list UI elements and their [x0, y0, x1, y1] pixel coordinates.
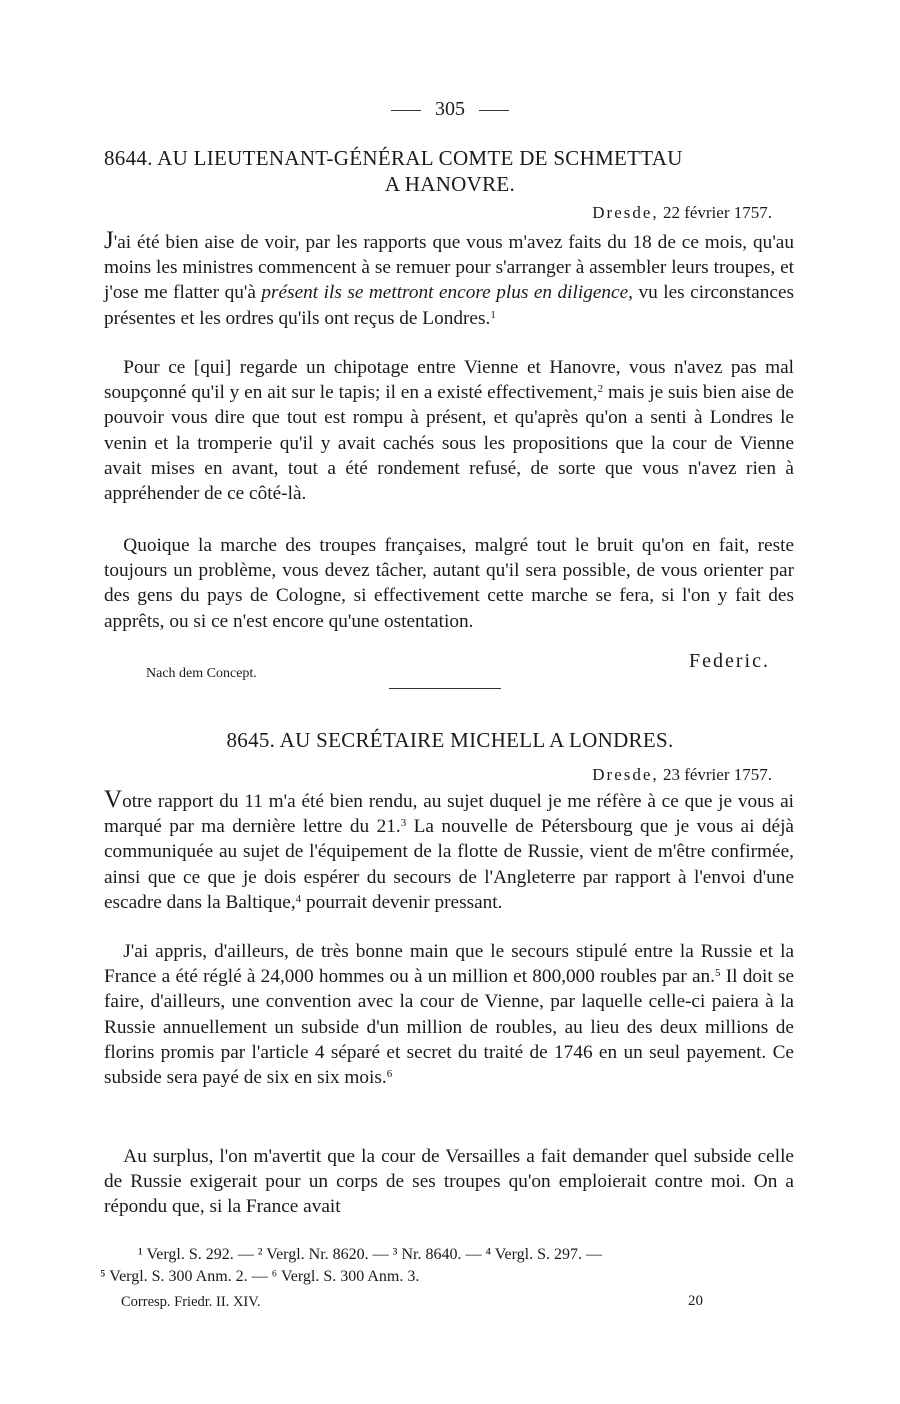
text-run: Au surplus, l'on m'avertit que la cour de Versailles a fait demander quel subside celle de Russie exigerait pour un corps de ses troupes qu'on emploierait contre moi. On a répondu que, si la France avait	[104, 1146, 794, 1218]
text-run: vu les circonstances présentes et les ordres qu'ils ont reçus de Londres.	[104, 282, 795, 329]
letter-8645-paragraph-1	[104, 787, 794, 915]
letter-8645-paragraph-3	[104, 1144, 794, 1220]
text-run: otre rapport du 11 m'a été bien rendu, au sujet duquel je me réfère à ce que je vous ai marqué par ma dernière lettre du 21.	[104, 791, 794, 838]
letter-8645-date: 23 février 1757.	[662, 765, 772, 784]
dropcap: V	[104, 786, 123, 813]
letter-8645-place: Dresde,	[592, 765, 659, 784]
footnote-ref: 5	[715, 967, 721, 980]
letter-8644-date: 22 février 1757.	[662, 203, 772, 222]
text-run: La nouvelle de Pétersbourg que je vous ai déjà communiquée au sujet de l'équipement de la flotte de Russie, vient de m'être confirmée, ainsi que ce que je dois espérer du secours de l'Angleterre par rapport à l'envoi d'une escadre dans la Baltique,	[104, 816, 794, 913]
letter-8645-paragraph-2	[104, 939, 794, 1090]
footnotes-line-2: ⁵ Vergl. S. 300 Anm. 2. — ⁶ Vergl. S. 300 Anm. 3.	[100, 1268, 420, 1285]
letter-8644-paragraph-2	[104, 355, 794, 506]
section-separator	[389, 688, 501, 689]
page-number-dash-right	[479, 110, 509, 111]
text-run: 'ai été bien aise de voir, par les rapports que vous m'avez faits du 18 de ce mois, qu'au moins les ministres commencent à se remuer pour s'arranger à assembler leurs troupes, et j'ose me flatter qu'à	[104, 232, 794, 304]
footnote-ref: 4	[295, 892, 302, 905]
footnote-ref: 3	[400, 817, 407, 830]
text-run: J'ai appris, d'ailleurs, de très bonne main que le secours stipulé entre la Russie et la France a été réglé à 24,000 hommes ou à un million et 800,000 roubles par an.	[104, 941, 794, 988]
text-run: Quoique la marche des troupes françaises, malgré tout le bruit qu'on en fait, reste toujours un problème, vous devez tâcher, autant qu'il sera possible, de vous orienter par des gens du pays de Cologne, si effectivement cette marche se fera, si l'on y fait des apprêts, ou si ce n'est encore qu'une ostentation.	[104, 535, 794, 632]
footnote-ref: 2	[597, 383, 604, 396]
letter-8644-place: Dresde,	[592, 203, 659, 222]
letter-8644-source-note: Nach dem Concept.	[146, 666, 257, 681]
letter-8644-paragraph-3	[104, 533, 794, 634]
letter-8644-paragraph-1	[104, 228, 794, 331]
letter-8644-signature: Federic.	[689, 650, 770, 672]
footnote-ref: 6	[386, 1068, 393, 1081]
letter-8645-dateline	[592, 765, 772, 785]
footnote-ref: 1	[490, 308, 496, 321]
dropcap: J	[104, 227, 114, 254]
footnotes-line-1: ¹ Vergl. S. 292. — ² Vergl. Nr. 8620. — ³ Nr. 8640. — ⁴ Vergl. S. 297. —	[138, 1246, 602, 1263]
letter-8644-dateline	[592, 203, 772, 223]
text-run: Il doit se faire, d'ailleurs, une convention avec la cour de Vienne, par laquelle celle-ci paiera à la Russie annuellement un subside d'un million de roubles, au lieu des deux millions de florins promis par l'article 4 séparé et secret du traité de 1746 en un seul payement. Ce subside sera payé de six en six mois.	[104, 966, 795, 1089]
page-number-text: 305	[435, 98, 465, 120]
footer-sheet-number: 20	[688, 1293, 703, 1309]
letter-8645-heading: 8645. AU SECRÉTAIRE MICHELL A LONDRES.	[226, 728, 674, 752]
page-number-dash-left	[391, 110, 421, 111]
page-number	[0, 98, 900, 121]
italic-text-run: présent ils se mettront encore plus en diligence,	[261, 282, 633, 304]
letter-8644-heading-line2: A HANOVRE.	[384, 172, 516, 196]
text-run: pourrait devenir pressant.	[301, 891, 503, 913]
footer-signature-mark: Corresp. Friedr. II. XIV.	[121, 1294, 261, 1310]
text-run: Pour ce [qui] regarde un chipotage entre Vienne et Hanovre, vous n'avez pas mal soupçonné qu'il y en ait sur le tapis; il en a existé effectivement,	[104, 357, 794, 404]
letter-8644-heading-line1: 8644. AU LIEUTENANT-GÉNÉRAL COMTE DE SCHMETTAU	[104, 146, 683, 170]
text-run: mais je suis bien aise de pouvoir vous dire que tout est rompu à présent, et qu'après qu'on a senti à Londres le venin et la tromperie qu'il y avait cachés sous les propositions que la cour de Vienne avait mises en avant, tout a été rondement refusé, de sorte que vous n'avez rien à appréhender de ce côté-là.	[104, 382, 794, 505]
